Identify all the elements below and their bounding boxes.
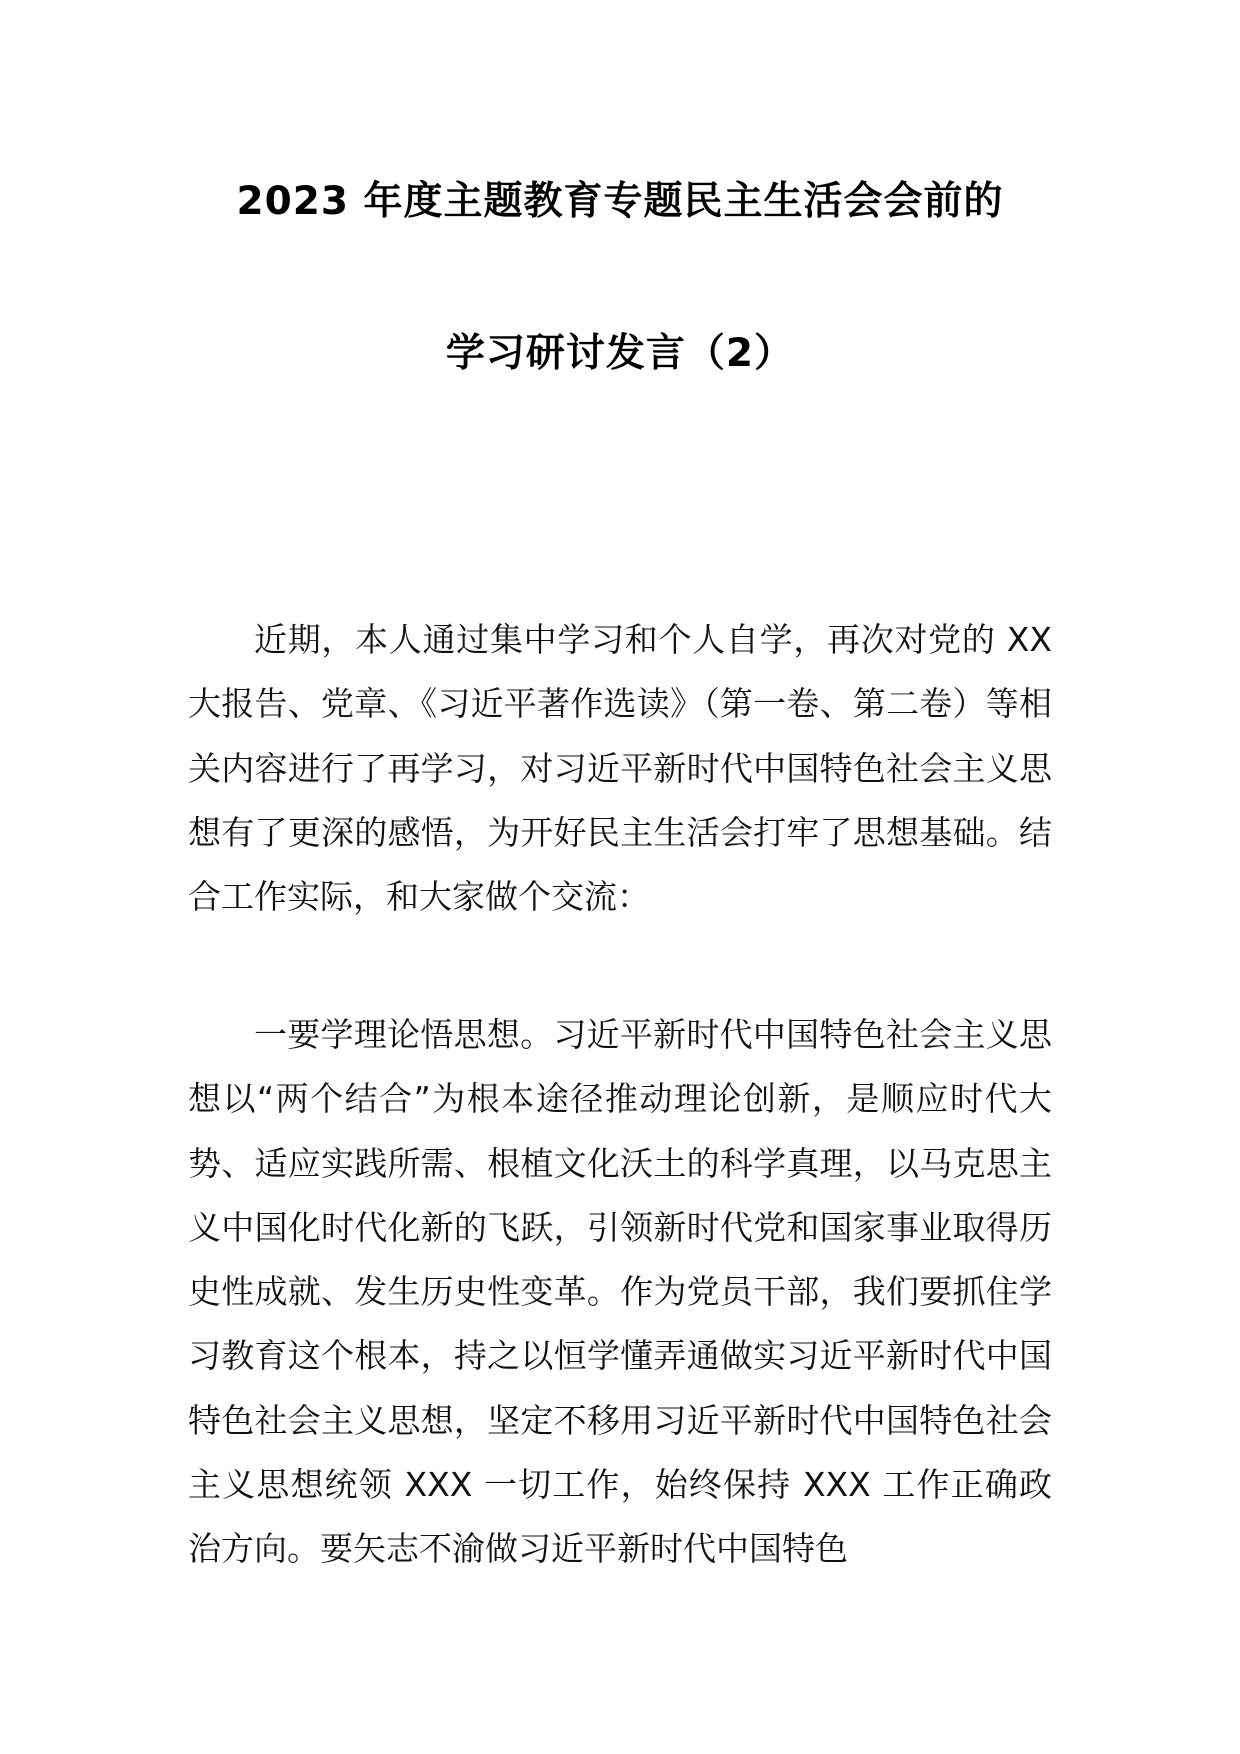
title-line-1: 2023 年度主题教育专题民主生活会会前的 xyxy=(236,179,1004,224)
paragraph-text: 近期，本人通过集中学习和个人自学，再次对党的 XX 大报告、党章、《习近平著作选读》（第一卷、第二卷）等相关内容进行了再学习，对习近平新时代中国特色社会主义思想有了更深的感悟，为开好民主生活会打牢了思想基础。结合工作实际，和大家做个交流： xyxy=(188,620,1052,917)
body-paragraph-1 xyxy=(188,608,1052,929)
body-paragraph-2 xyxy=(188,1003,1052,1582)
paragraph-text: 一要学理论悟思想。习近平新时代中国特色社会主义思想以“两个结合”为根本途径推动理论创新，是顺应时代大势、适应实践所需、根植文化沃土的科学真理，以马克思主义中国化时代化新的飞跃，引领新时代党和国家事业取得历史性成就、发生历史性变革。作为党员干部，我们要抓住学习教育这个根本，持之以恒学懂弄通做实习近平新时代中国特色社会主义思想，坚定不移用习近平新时代中国特色社会主义思想统领 XXX 一切工作，始终保持 XXX 工作正确政治方向。要矢志不渝做习近平新时代中国特色 xyxy=(188,1015,1052,1569)
document-title xyxy=(0,178,1240,378)
title-line-2: 学习研讨发言（2） xyxy=(445,331,795,376)
